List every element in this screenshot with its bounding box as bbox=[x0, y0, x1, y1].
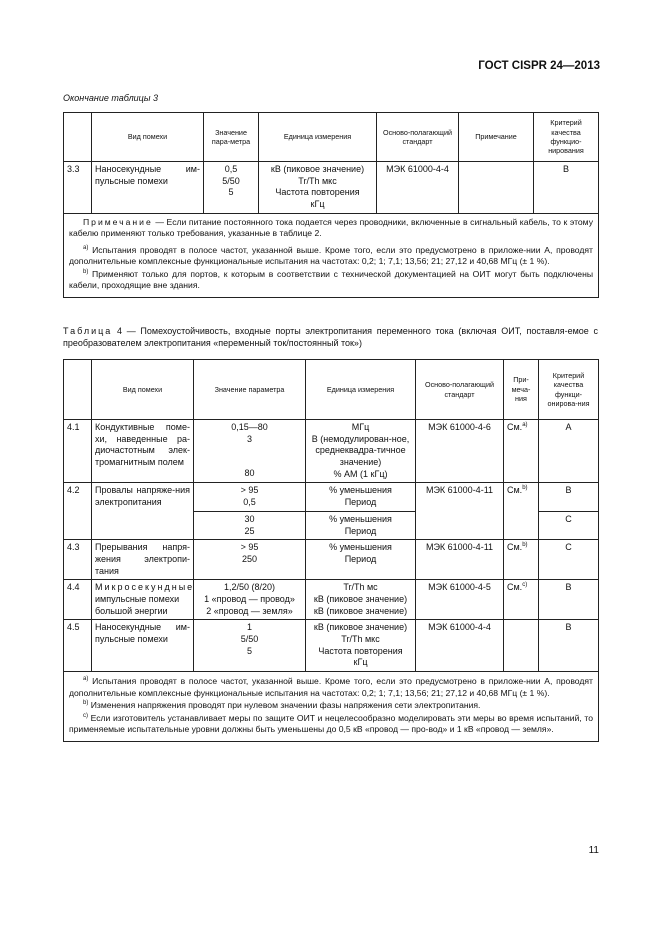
row-num: 4.1 bbox=[64, 420, 92, 483]
row-num: 4.5 bbox=[64, 620, 92, 672]
document-code: ГОСТ CISPR 24—2013 bbox=[478, 60, 600, 72]
note-main: Примечание — Если питание постоянного тока подается через проводники, включенные в сигнальный кабель, то к этому кабелю применяют только требования, указанные в таблице 2. bbox=[69, 216, 593, 239]
table4-col-num bbox=[64, 360, 92, 420]
row-num: 4.3 bbox=[64, 540, 92, 580]
table4-col-note: При-меча-ния bbox=[504, 360, 539, 420]
note-cell bbox=[459, 162, 534, 214]
table-row bbox=[64, 620, 599, 672]
table-row bbox=[64, 540, 599, 580]
disturbance-type: Прерывания напря-жения электропи-тания bbox=[92, 540, 194, 580]
table4-notes bbox=[64, 672, 599, 742]
footnote-b: $^{b)}$ Изменения напряжения проводят при нулевом значении фазы напряжения сети электропитания. bbox=[83, 699, 481, 710]
parameter-values: 30 25 bbox=[194, 511, 306, 539]
table-row bbox=[64, 483, 599, 511]
note-cell: См.$^{b)}$ bbox=[504, 540, 539, 580]
table3-caption: Окончание таблицы 3 bbox=[63, 93, 158, 103]
criterion: B bbox=[539, 620, 599, 672]
row-num: 3.3 bbox=[64, 162, 92, 214]
footnote-a: $^{a)}$ Испытания проводят в полосе частот, указанной выше. Кроме того, если это предусмотрено в приложе-нии А, проводят дополнительные комплексные функциональные испытания на частотах: 0,2; 1; 7,1; 13,56; 21; 27,12 и 40,68 МГц (± 1 %). bbox=[69, 244, 593, 267]
row-num: 4.2 bbox=[64, 483, 92, 540]
table4-col-standard: Осново-полагающий стандарт bbox=[416, 360, 504, 420]
footnote-b: $^{b)}$ Применяют только для портов, к которым в соответствии с технической документацией на ОИТ могут быть подключены кабели, проходящие вне здания. bbox=[69, 268, 594, 291]
base-standard: МЭК 61000-4-5 bbox=[416, 580, 504, 620]
units: Tr/Th мс кВ (пиковое значение) кВ (пиковое значение) bbox=[306, 580, 416, 620]
note-cell: См.$^{b)}$ bbox=[504, 483, 539, 540]
note-cell: См.$^{a)}$ bbox=[504, 420, 539, 483]
table3-col-note: Примечание bbox=[459, 113, 534, 162]
units: % уменьшения Период bbox=[306, 511, 416, 539]
table3-col-unit: Единица измерения bbox=[259, 113, 377, 162]
disturbance-type: Наносекундные им-пульсные помехи bbox=[92, 620, 194, 672]
table3-col-type: Вид помехи bbox=[92, 113, 204, 162]
parameter-values: 1,2/50 (8/20) 1 «провод — провод» 2 «провод — земля» bbox=[194, 580, 306, 620]
table4-col-unit: Единица измерения bbox=[306, 360, 416, 420]
base-standard: МЭК 61000-4-4 bbox=[416, 620, 504, 672]
table3-col-num bbox=[64, 113, 92, 162]
table3-header-row bbox=[64, 113, 599, 162]
units: МГц В (немодулирован-ное, среднеквадра-тичное значение) % АМ (1 кГц) bbox=[306, 420, 416, 483]
table4-notes-row bbox=[64, 672, 599, 742]
table3-col-standard: Осново-полагающий стандарт bbox=[377, 113, 459, 162]
note-cell: См.$^{c)}$ bbox=[504, 580, 539, 620]
parameter-values: 1 5/50 5 bbox=[194, 620, 306, 672]
table3-col-value: Значение пара-метра bbox=[204, 113, 259, 162]
table-row bbox=[64, 162, 599, 214]
disturbance-type: Провалы напряже-ния электропитания bbox=[92, 483, 194, 540]
row-num: 4.4 bbox=[64, 580, 92, 620]
table4-col-value: Значение параметра bbox=[194, 360, 306, 420]
table-row bbox=[64, 580, 599, 620]
disturbance-type: Кондуктивные поме-хи, наведенные ра-диочастотным элек-тромагнитным полем bbox=[92, 420, 194, 483]
units: кВ (пиковое значение) Tr/Th мкс Частота повторения кГц bbox=[259, 162, 377, 214]
units: кВ (пиковое значение) Tr/Th мкс Частота повторения кГц bbox=[306, 620, 416, 672]
criterion: C bbox=[539, 511, 599, 539]
table4-title: Таблица 4 — Помехоустойчивость, входные порты электропитания переменного тока (включая ОИТ, поставля-емое с преобразователем электропитания «переменный ток/постоянный ток») bbox=[63, 326, 598, 349]
table4-header-row bbox=[64, 360, 599, 420]
base-standard: МЭК 61000-4-11 bbox=[416, 483, 504, 540]
footnote-c: $^{c)}$ Если изготовитель устанавливает меры по защите ОИТ и нецелесообразно моделировать эти меры во время испытаний, то применяемые испытательные уровни должны быть уменьшены до 0,5 кВ «провод — про-вод» и 1 кВ «провод — земля». bbox=[69, 712, 593, 735]
criterion: B bbox=[539, 580, 599, 620]
parameter-values: > 95 0,5 bbox=[194, 483, 306, 511]
disturbance-type: Наносекундные им-пульсные помехи bbox=[92, 162, 204, 214]
table4-col-criterion: Критерий качества функци-онирова-ния bbox=[539, 360, 599, 420]
base-standard: МЭК 61000-4-6 bbox=[416, 420, 504, 483]
parameter-values: 0,5 5/50 5 bbox=[204, 162, 259, 214]
criterion: B bbox=[534, 162, 599, 214]
parameter-values: > 95 250 bbox=[194, 540, 306, 580]
table3-notes-row bbox=[64, 213, 599, 297]
criterion: C bbox=[539, 540, 599, 580]
page-number: 11 bbox=[588, 845, 599, 856]
table-row bbox=[64, 420, 599, 483]
base-standard: МЭК 61000-4-4 bbox=[377, 162, 459, 214]
parameter-values: 0,15—80 3 80 bbox=[194, 420, 306, 483]
table3-notes bbox=[64, 213, 599, 297]
table-3 bbox=[63, 112, 599, 298]
table-4 bbox=[63, 359, 599, 742]
disturbance-type: Микросекундные импульсные помехи большой энергии bbox=[92, 580, 194, 620]
table4-col-type: Вид помехи bbox=[92, 360, 194, 420]
note-cell bbox=[504, 620, 539, 672]
base-standard: МЭК 61000-4-11 bbox=[416, 540, 504, 580]
criterion: B bbox=[539, 483, 599, 511]
footnote-a: $^{a)}$ Испытания проводят в полосе частот, указанной выше. Кроме того, если это предусмотрено в приложе-нии А, проводят дополнительные комплексные функциональные испытания на частотах: 0,2; 1; 7,1; 13,56; 21; 27,12 и 40,68 МГц (± 1 %). bbox=[69, 675, 593, 698]
table3-col-criterion: Критерий качества функцио-нирования bbox=[534, 113, 599, 162]
criterion: A bbox=[539, 420, 599, 483]
units: % уменьшения Период bbox=[306, 483, 416, 511]
units: % уменьшения Период bbox=[306, 540, 416, 580]
